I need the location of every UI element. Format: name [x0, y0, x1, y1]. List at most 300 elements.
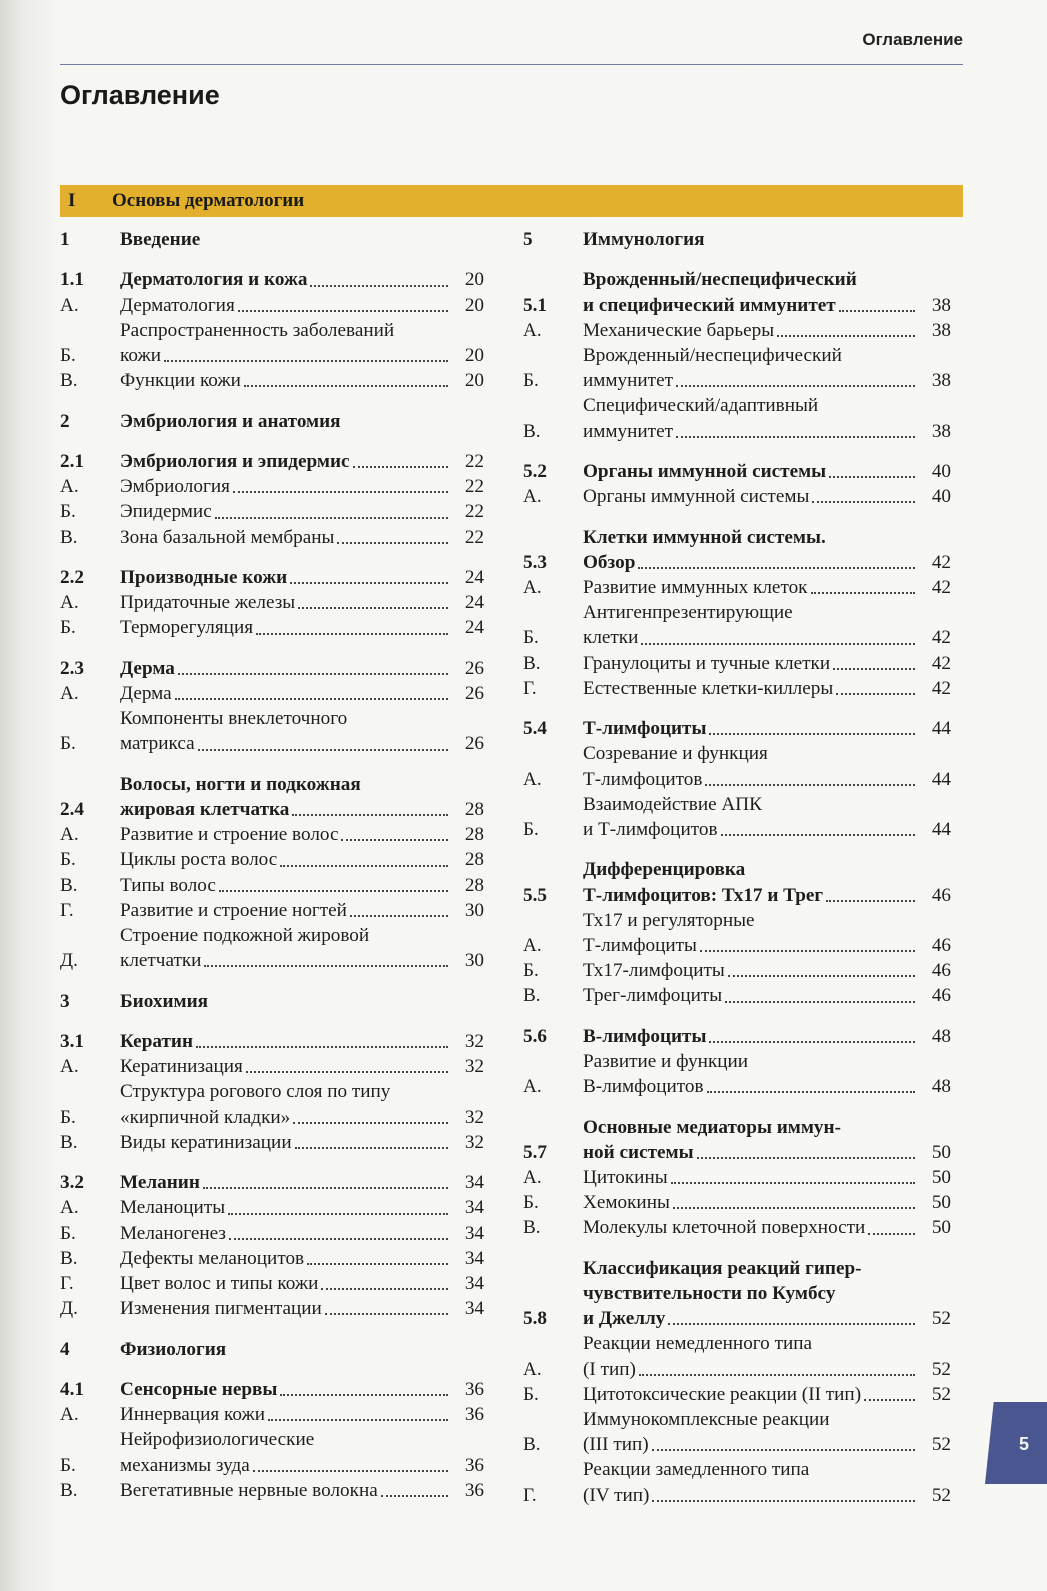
toc-subsection — [523, 1331, 951, 1381]
toc-entry-number: А. — [523, 319, 542, 341]
toc-page-number: 42 — [931, 627, 951, 649]
dot-leader — [353, 466, 448, 468]
toc-entry-number: А. — [60, 824, 79, 846]
toc-entry-number: Б. — [60, 1454, 76, 1476]
toc-subsection — [60, 873, 484, 898]
toc-page-number: 22 — [464, 450, 484, 472]
toc-chapter — [523, 227, 951, 252]
toc-entry-title: Клетки иммунной системы. — [583, 526, 826, 548]
toc-entry-number: 3 — [60, 990, 70, 1012]
toc-page-number: 22 — [464, 476, 484, 498]
toc-subsection — [60, 1246, 484, 1271]
toc-group — [523, 525, 951, 701]
toc-entry-title: (III тип) — [583, 1434, 649, 1456]
toc-subsection — [60, 474, 484, 499]
toc-entry-number: Г. — [523, 1484, 537, 1506]
toc-section — [523, 857, 951, 907]
toc-section — [60, 565, 484, 590]
toc-page-number: 22 — [464, 526, 484, 548]
toc-subsection — [523, 484, 951, 509]
toc-entry-number: В. — [523, 420, 541, 442]
toc-entry-number: 3.1 — [60, 1030, 84, 1052]
toc-section — [60, 772, 484, 822]
toc-page-number: 38 — [931, 420, 951, 442]
toc-entry-number: В. — [60, 874, 78, 896]
toc-page-number: 40 — [931, 486, 951, 508]
toc-page-number: 22 — [464, 501, 484, 523]
toc-page-number: 52 — [931, 1358, 951, 1380]
toc-entry-number: Д. — [60, 1298, 78, 1320]
dot-leader — [639, 1374, 915, 1376]
dot-leader — [868, 1233, 915, 1235]
toc-page-number: 26 — [464, 733, 484, 755]
toc-page-number: 24 — [464, 592, 484, 614]
dot-leader — [253, 1470, 448, 1472]
dot-leader — [198, 749, 448, 751]
toc-entry-title: Врожденный/неспецифический — [583, 269, 857, 291]
toc-entry-number: А. — [523, 1076, 542, 1098]
dot-leader — [811, 592, 916, 594]
toc-entry-number: В. — [523, 1434, 541, 1456]
toc-entry-title: Цитотоксические реакции (II тип) — [583, 1383, 862, 1405]
dot-leader — [721, 834, 915, 836]
toc-entry-number: 5.7 — [523, 1141, 547, 1163]
toc-subsection — [523, 1215, 951, 1240]
dot-leader — [638, 567, 915, 569]
toc-page-number: 34 — [464, 1172, 484, 1194]
toc-entry-title: иммунитет — [583, 420, 673, 442]
toc-group — [60, 1029, 484, 1155]
toc-entry-number: А. — [523, 935, 542, 957]
toc-entry-title: Развитие и функции — [583, 1051, 749, 1073]
toc-entry-number: Б. — [60, 345, 76, 366]
toc-entry-title: Дерма — [120, 657, 175, 679]
toc-entry-title: Гранулоциты и тучные клетки — [583, 652, 831, 674]
toc-entry-title: Изменения пигментации — [120, 1298, 322, 1320]
toc-subsection — [523, 1190, 951, 1215]
toc-entry-title: Взаимодействие АПК — [583, 793, 762, 815]
toc-group — [60, 1337, 484, 1362]
toc-page-number: 20 — [464, 269, 484, 291]
toc-entry-title: Придаточные железы — [120, 592, 296, 614]
toc-subsection — [523, 1457, 951, 1507]
toc-group — [60, 1170, 484, 1321]
toc-group — [60, 227, 484, 252]
toc-page-number: 42 — [931, 577, 951, 598]
toc-entry-title: Эмбриология и анатомия — [120, 410, 341, 432]
toc-entry-title: Кератин — [120, 1030, 194, 1052]
toc-section — [523, 267, 951, 317]
toc-page-number: 46 — [931, 884, 951, 906]
toc-entry-title: Органы иммунной системы — [583, 486, 810, 508]
toc-entry-title: Виды кератинизации — [120, 1131, 292, 1153]
toc-subsection — [60, 681, 484, 706]
toc-group — [60, 656, 484, 757]
toc-entry-number: А. — [523, 577, 542, 598]
toc-page-number: 28 — [464, 798, 484, 820]
toc-entry-number: Б. — [523, 960, 539, 982]
toc-page-number: 52 — [931, 1434, 951, 1456]
toc-page-number: 42 — [931, 551, 951, 573]
toc-entry-number: Б. — [60, 501, 76, 523]
toc-entry-title: и специфический иммунитет — [583, 294, 836, 316]
toc-entry-title: клетчатки — [120, 950, 202, 972]
toc-entry-title: Классификация реакций гипер- — [583, 1257, 862, 1279]
toc-entry-number: В. — [60, 526, 78, 548]
toc-entry-title: Нейрофизиологические — [120, 1429, 315, 1451]
toc-section — [60, 656, 484, 681]
toc-entry-number: Г. — [523, 677, 537, 699]
dot-leader — [826, 900, 915, 902]
page-title: Оглавление — [60, 80, 220, 110]
toc-page-number: 48 — [931, 1076, 951, 1098]
toc-page-number: 44 — [931, 819, 951, 841]
dot-leader — [676, 436, 915, 438]
toc-entry-title: Дифференцировка — [583, 859, 746, 881]
toc-subsection — [60, 898, 484, 923]
toc-subsection — [60, 822, 484, 847]
toc-entry-title: Т-лимфоцитов: Тх17 и Трег — [583, 884, 824, 906]
toc-entry-title: Эмбриология и эпидермис — [120, 450, 350, 472]
toc-page-number: 20 — [464, 294, 484, 316]
toc-entry-title: и Т-лимфоцитов — [583, 819, 718, 841]
toc-entry-number: А. — [60, 1404, 79, 1426]
toc-entry-title: Молекулы клеточной поверхности — [583, 1217, 866, 1239]
toc-page-number: 32 — [464, 1131, 484, 1153]
toc-entry-title: Антигенпрезентирующие — [583, 602, 793, 624]
toc-entry-title: Меланоциты — [120, 1197, 226, 1219]
dot-leader — [728, 975, 915, 977]
toc-page-number: 32 — [464, 1030, 484, 1052]
toc-group — [60, 409, 484, 434]
toc-subsection — [523, 741, 951, 791]
toc-entry-number: А. — [60, 1197, 79, 1219]
toc-page-number: 28 — [464, 849, 484, 871]
toc-group — [523, 716, 951, 842]
dot-leader — [833, 668, 915, 670]
toc-entry-title: Основные медиаторы иммун- — [583, 1116, 841, 1138]
toc-entry-number: 5 — [523, 229, 533, 250]
toc-subsection — [523, 958, 951, 983]
toc-subsection — [60, 293, 484, 318]
dot-leader — [697, 1157, 915, 1159]
toc-entry-title: Иннервация кожи — [120, 1404, 265, 1426]
toc-subsection — [523, 343, 951, 393]
toc-entry-title: матрикса — [120, 733, 195, 755]
toc-section — [523, 1024, 951, 1049]
toc-entry-number: Б. — [523, 819, 539, 841]
dot-leader — [829, 476, 915, 478]
page-number-tab — [985, 1402, 1047, 1484]
toc-entry-number: 2.3 — [60, 657, 84, 679]
toc-entry-title: Меланогенез — [120, 1222, 227, 1244]
dot-leader — [295, 1147, 448, 1149]
toc-entry-title: Трег-лимфоциты — [583, 985, 723, 1007]
dot-leader — [836, 693, 915, 695]
toc-entry-title: и Джеллу — [583, 1308, 666, 1330]
toc-entry-number: Б. — [523, 370, 539, 392]
toc-page-number: 44 — [931, 718, 951, 740]
toc-page-number: 20 — [464, 370, 484, 392]
dot-leader — [164, 360, 448, 362]
toc-group — [60, 1377, 484, 1503]
toc-page-number: 36 — [464, 1378, 484, 1400]
toc-entry-number: 5.5 — [523, 884, 547, 906]
toc-subsection — [60, 590, 484, 615]
toc-entry-number: Г. — [60, 899, 74, 921]
toc-page-number: 30 — [464, 899, 484, 921]
toc-entry-title: Кератинизация — [120, 1056, 243, 1078]
toc-entry-number: А. — [60, 1056, 79, 1078]
dot-leader — [668, 1323, 915, 1325]
toc-entry-title: Распространенность заболеваний — [120, 319, 395, 341]
toc-entry-number: 5.1 — [523, 294, 547, 316]
toc-subsection — [60, 1271, 484, 1296]
toc-entry-title: Иммунокомплексные реакции — [583, 1409, 830, 1431]
toc-entry-number: 4.1 — [60, 1378, 84, 1400]
dot-leader — [204, 965, 448, 967]
toc-entry-title: Сенсорные нервы — [120, 1378, 278, 1400]
dot-leader — [381, 1495, 448, 1497]
toc-subsection — [60, 1221, 484, 1246]
toc-entry-title: Зона базальной мембраны — [120, 526, 335, 548]
toc-subsection — [60, 1296, 484, 1321]
toc-entry-title: Реакции замедленного типа — [583, 1459, 810, 1481]
toc-entry-number: А. — [60, 592, 79, 614]
toc-page-number: 26 — [464, 657, 484, 679]
toc-page-number: 26 — [464, 682, 484, 704]
dot-leader — [246, 1071, 448, 1073]
toc-entry-title: кожи — [120, 345, 161, 366]
dot-leader — [350, 915, 448, 917]
toc-section — [523, 1256, 951, 1332]
toc-subsection — [60, 1130, 484, 1155]
toc-page-number: 34 — [464, 1247, 484, 1269]
dot-leader — [280, 865, 448, 867]
dot-leader — [725, 1001, 915, 1003]
dot-leader — [707, 1091, 915, 1093]
dot-leader — [203, 1187, 448, 1189]
toc-subsection — [60, 525, 484, 550]
toc-entry-number: А. — [523, 486, 542, 508]
toc-page-number: 52 — [931, 1484, 951, 1506]
toc-page-number: 38 — [931, 319, 951, 341]
dot-leader — [321, 1288, 448, 1290]
toc-entry-title: Т-лимфоциты — [583, 935, 697, 957]
toc-entry-title: Развитие и строение ногтей — [120, 899, 347, 921]
dot-leader — [337, 542, 448, 544]
toc-page-number: 34 — [464, 1298, 484, 1320]
toc-entry-title: Хемокины — [583, 1192, 670, 1214]
toc-entry-title: Развитие иммунных клеток — [583, 577, 808, 598]
toc-entry-title: Т-лимфоцитов — [583, 768, 703, 790]
toc-entry-title: Т-лимфоциты — [583, 718, 707, 740]
toc-subsection — [60, 368, 484, 393]
toc-group — [523, 1115, 951, 1241]
toc-entry-number: А. — [60, 476, 79, 498]
part-title: Основы дерматологии — [112, 190, 305, 211]
toc-entry-title: Тх17-лимфоциты — [583, 960, 725, 982]
toc-entry-title: В-лимфоцитов — [583, 1076, 704, 1098]
toc-section — [60, 1170, 484, 1195]
toc-entry-number: Б. — [60, 1222, 76, 1244]
toc-subsection — [60, 1195, 484, 1220]
dot-leader — [341, 839, 448, 841]
toc-page-number: 28 — [464, 874, 484, 896]
toc-page-number: 34 — [464, 1197, 484, 1219]
toc-page-number: 38 — [931, 370, 951, 392]
toc-page-number: 52 — [931, 1308, 951, 1330]
toc-subsection — [60, 1427, 484, 1477]
toc-entry-title: Вегетативные нервные волокна — [120, 1479, 378, 1501]
toc-entry-title: Врожденный/неспецифический — [583, 345, 842, 366]
toc-entry-title: Цвет волос и типы кожи — [120, 1273, 319, 1294]
dot-leader — [812, 501, 915, 503]
toc-chapter — [60, 989, 484, 1014]
part-banner — [60, 185, 963, 217]
toc-entry-number: 1.1 — [60, 269, 84, 291]
toc-subsection — [523, 983, 951, 1008]
header-rule — [60, 64, 963, 65]
toc-page-number: 28 — [464, 824, 484, 846]
toc-subsection — [60, 499, 484, 524]
toc-group — [60, 772, 484, 974]
toc-entry-number: В. — [523, 985, 541, 1007]
toc-subsection — [60, 706, 484, 756]
dot-leader — [229, 1238, 448, 1240]
dot-leader — [290, 582, 448, 584]
toc-entry-number: Б. — [60, 733, 76, 755]
toc-subsection — [60, 1402, 484, 1427]
toc-page-number: 24 — [464, 566, 484, 588]
toc-column-left — [60, 227, 484, 1518]
dot-leader — [307, 1263, 448, 1265]
toc-section — [60, 267, 484, 292]
toc-page-number: 40 — [931, 461, 951, 482]
dot-leader — [641, 643, 915, 645]
toc-subsection — [60, 615, 484, 640]
toc-section — [523, 459, 951, 484]
toc-subsection — [523, 1049, 951, 1099]
dot-leader — [215, 517, 448, 519]
toc-entry-title: Физиология — [120, 1338, 227, 1360]
toc-group — [523, 1024, 951, 1100]
toc-chapter — [60, 1337, 484, 1362]
toc-page-number: 32 — [464, 1056, 484, 1078]
toc-entry-title: Производные кожи — [120, 566, 288, 588]
toc-page-number: 36 — [464, 1404, 484, 1426]
toc-entry-title: клетки — [583, 627, 639, 649]
dot-leader — [219, 890, 448, 892]
dot-leader — [839, 310, 915, 312]
toc-group — [60, 565, 484, 641]
dot-leader — [280, 1394, 448, 1396]
toc-entry-number: 2.1 — [60, 450, 84, 472]
toc-subsection — [60, 318, 484, 368]
toc-entry-number: Б. — [523, 1192, 539, 1214]
toc-subsection — [60, 1478, 484, 1503]
dot-leader — [777, 335, 915, 337]
toc-entry-number: Б. — [60, 617, 76, 639]
toc-group — [523, 857, 951, 1008]
toc-entry-number: 4 — [60, 1338, 70, 1360]
toc-entry-number: 5.8 — [523, 1308, 547, 1330]
toc-section — [60, 1377, 484, 1402]
toc-entry-title: В-лимфоциты — [583, 1025, 707, 1047]
toc-entry-title: Биохимия — [120, 990, 209, 1012]
toc-page-number: 50 — [931, 1192, 951, 1214]
toc-section — [523, 525, 951, 575]
toc-entry-title: Эпидермис — [120, 501, 212, 523]
toc-entry-number: А. — [60, 682, 79, 704]
toc-page-number: 32 — [464, 1106, 484, 1128]
toc-page-number: 30 — [464, 950, 484, 972]
dot-leader — [292, 814, 448, 816]
dot-leader — [676, 385, 915, 387]
toc-subsection — [523, 1165, 951, 1190]
toc-subsection — [523, 792, 951, 842]
toc-page-number: 36 — [464, 1479, 484, 1501]
toc-entry-number: 5.4 — [523, 718, 547, 740]
toc-page-number: 44 — [931, 768, 951, 790]
dot-leader — [244, 385, 448, 387]
dot-leader — [709, 733, 915, 735]
toc-page-number: 46 — [931, 985, 951, 1007]
dot-leader — [864, 1399, 915, 1401]
toc-entry-title: Органы иммунной системы — [583, 461, 827, 482]
toc-page-number: 34 — [464, 1273, 484, 1294]
toc-entry-number: Б. — [60, 1106, 76, 1128]
toc-page-number: 24 — [464, 617, 484, 639]
toc-entry-title: Типы волос — [120, 874, 216, 896]
dot-leader — [310, 285, 448, 287]
toc-page-number: 50 — [931, 1141, 951, 1163]
toc-entry-title: Развитие и строение волос — [120, 824, 339, 846]
toc-page-number: 46 — [931, 935, 951, 957]
toc-page-number: 48 — [931, 1025, 951, 1047]
toc-entry-title: «кирпичной кладки» — [120, 1106, 291, 1128]
toc-entry-title: Реакции немедленного типа — [583, 1333, 813, 1355]
toc-group — [60, 989, 484, 1014]
toc-page-number: 20 — [464, 345, 484, 366]
toc-group — [60, 267, 484, 393]
toc-subsection — [60, 1079, 484, 1129]
toc-subsection — [523, 575, 951, 600]
toc-entry-number: 3.2 — [60, 1172, 84, 1194]
toc-page-number: 50 — [931, 1167, 951, 1189]
toc-subsection — [60, 923, 484, 973]
toc-entry-number: А. — [523, 1167, 542, 1189]
dot-leader — [238, 310, 448, 312]
toc-entry-title: Волосы, ногти и подкожная — [120, 773, 361, 795]
toc-entry-number: В. — [60, 1247, 78, 1269]
dot-leader — [268, 1419, 448, 1421]
toc-entry-title: Циклы роста волос — [120, 849, 278, 871]
toc-subsection — [523, 600, 951, 650]
toc-entry-number: 2.4 — [60, 798, 84, 820]
toc-entry-title: Введение — [120, 229, 201, 250]
toc-subsection — [523, 676, 951, 701]
toc-subsection — [523, 908, 951, 958]
toc-entry-number: В. — [523, 1217, 541, 1239]
toc-page-number: 42 — [931, 677, 951, 699]
dot-leader — [652, 1449, 915, 1451]
toc-entry-number: 2 — [60, 410, 70, 432]
toc-entry-number: В. — [523, 652, 541, 674]
toc-entry-title: Меланин — [120, 1172, 200, 1194]
toc-entry-title: Структура рогового слоя по типу — [120, 1081, 391, 1103]
dot-leader — [325, 1313, 448, 1315]
